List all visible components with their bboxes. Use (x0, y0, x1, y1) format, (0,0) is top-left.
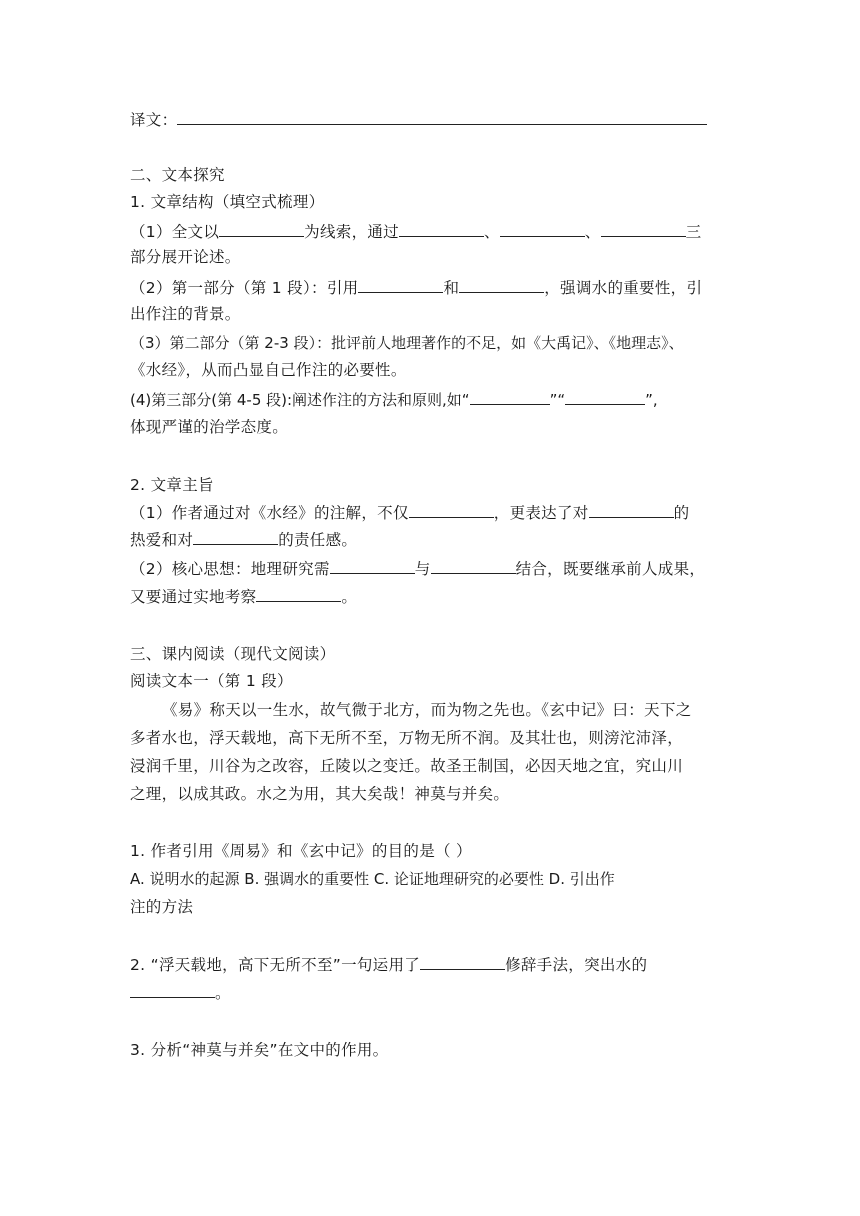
section3-heading: 三、课内阅读（现代文阅读） (130, 645, 336, 663)
theme-item-1-cont (130, 528, 730, 551)
text: ”, (645, 391, 658, 409)
structure-item-1 (130, 220, 730, 243)
answer-blank[interactable] (399, 220, 484, 237)
answer-blank[interactable] (431, 557, 516, 574)
question-1-stem: 1. 作者引用《周易》和《玄中记》的目的是（ ） (130, 842, 472, 860)
text: （2）核心思想：地理研究需 (130, 560, 330, 578)
text: （1）作者通过对《水经》的注解，不仅 (130, 504, 409, 522)
answer-blank[interactable] (219, 220, 304, 237)
passage-line: 《易》称天以一生水，故气微于北方，而为物之先也。《玄中记》曰：天下之 (162, 701, 692, 719)
text: 和 (443, 279, 460, 297)
translation-label: 译文： (130, 111, 178, 129)
text: ，更表达了对 (493, 504, 589, 522)
theme-item-1 (130, 501, 730, 524)
text: 三 (685, 223, 702, 241)
text: 。 (341, 588, 358, 606)
structure-title: 1. 文章结构（填空式梳理） (130, 193, 325, 211)
structure-item-2 (130, 276, 730, 299)
passage-line: 浸润千里，川谷为之改容，丘陵以之变迁。故圣王制国，必因天地之宜，究山川 (130, 757, 684, 775)
answer-blank[interactable] (358, 276, 443, 293)
text: （2）第一部分（第 1 段）：引用 (130, 279, 359, 297)
answer-blank[interactable] (420, 953, 505, 970)
text: 、 (584, 223, 601, 241)
passage-line: 多者水也，浮天载地，高下无所不至，万物无所不润。及其壮也，则滂沱沛泽， (130, 729, 684, 747)
answer-blank[interactable] (500, 220, 585, 237)
section2-heading: 二、文本探究 (130, 166, 225, 184)
translation-blank[interactable] (177, 108, 707, 125)
text: 2. “浮天载地，高下无所不至”一句运用了 (130, 956, 421, 974)
text: （1）全文以 (130, 223, 220, 241)
question-2 (130, 953, 730, 976)
answer-blank[interactable] (130, 981, 215, 998)
question-2-cont (130, 981, 730, 1004)
answer-blank[interactable] (565, 388, 645, 405)
answer-blank[interactable] (459, 276, 544, 293)
answer-blank[interactable] (330, 557, 415, 574)
answer-blank[interactable] (589, 501, 674, 518)
theme-item-2-cont (130, 585, 730, 608)
structure-item-1-cont: 部分展开论述。 (130, 248, 241, 266)
theme-title: 2. 文章主旨 (130, 476, 214, 494)
translation-line (130, 108, 730, 131)
structure-item-4-cont: 体现严谨的治学态度。 (130, 418, 289, 436)
text: 的责任感。 (278, 531, 358, 549)
structure-item-3: （3）第二部分（第 2-3 段）：批评前人地理著作的不足，如《大禹记》、《地理志》、 (130, 334, 684, 352)
text: (4)第三部分(第 4-5 段):阐述作注的方法和原则,如“ (130, 391, 470, 409)
text: 结合，既要继承前人成果， (515, 560, 706, 578)
reading-text-title: 阅读文本一（第 1 段） (130, 672, 293, 690)
answer-blank[interactable] (409, 501, 494, 518)
structure-item-4 (130, 388, 730, 411)
text: 修辞手法，突出水的 (505, 956, 648, 974)
text: 为线索，通过 (304, 223, 399, 241)
answer-blank[interactable] (470, 388, 550, 405)
question-3: 3. 分析“神莫与并矣”在文中的作用。 (130, 1041, 389, 1059)
passage-line: 之理，以成其政。水之为用，其大矣哉！神莫与并矣。 (130, 785, 510, 803)
text: 的 (673, 504, 690, 522)
answer-blank[interactable] (601, 220, 686, 237)
text: 与 (414, 560, 431, 578)
theme-item-2 (130, 557, 730, 580)
text: ，强调水的重要性，引 (544, 279, 703, 297)
answer-blank[interactable] (193, 528, 278, 545)
question-1-options[interactable]: A. 说明水的起源 B. 强调水的重要性 C. 论证地理研究的必要性 D. 引出作 (130, 870, 615, 888)
structure-item-3-cont: 《水经》，从而凸显自己作注的必要性。 (130, 361, 407, 379)
text: 热爱和对 (130, 531, 194, 549)
structure-item-2-cont: 出作注的背景。 (130, 305, 241, 323)
text: 。 (215, 984, 231, 1002)
text: 又要通过实地考察 (130, 588, 257, 606)
text: ”“ (549, 391, 566, 409)
question-1-options-cont: 注的方法 (130, 898, 194, 916)
answer-blank[interactable] (256, 585, 341, 602)
text: 、 (483, 223, 500, 241)
